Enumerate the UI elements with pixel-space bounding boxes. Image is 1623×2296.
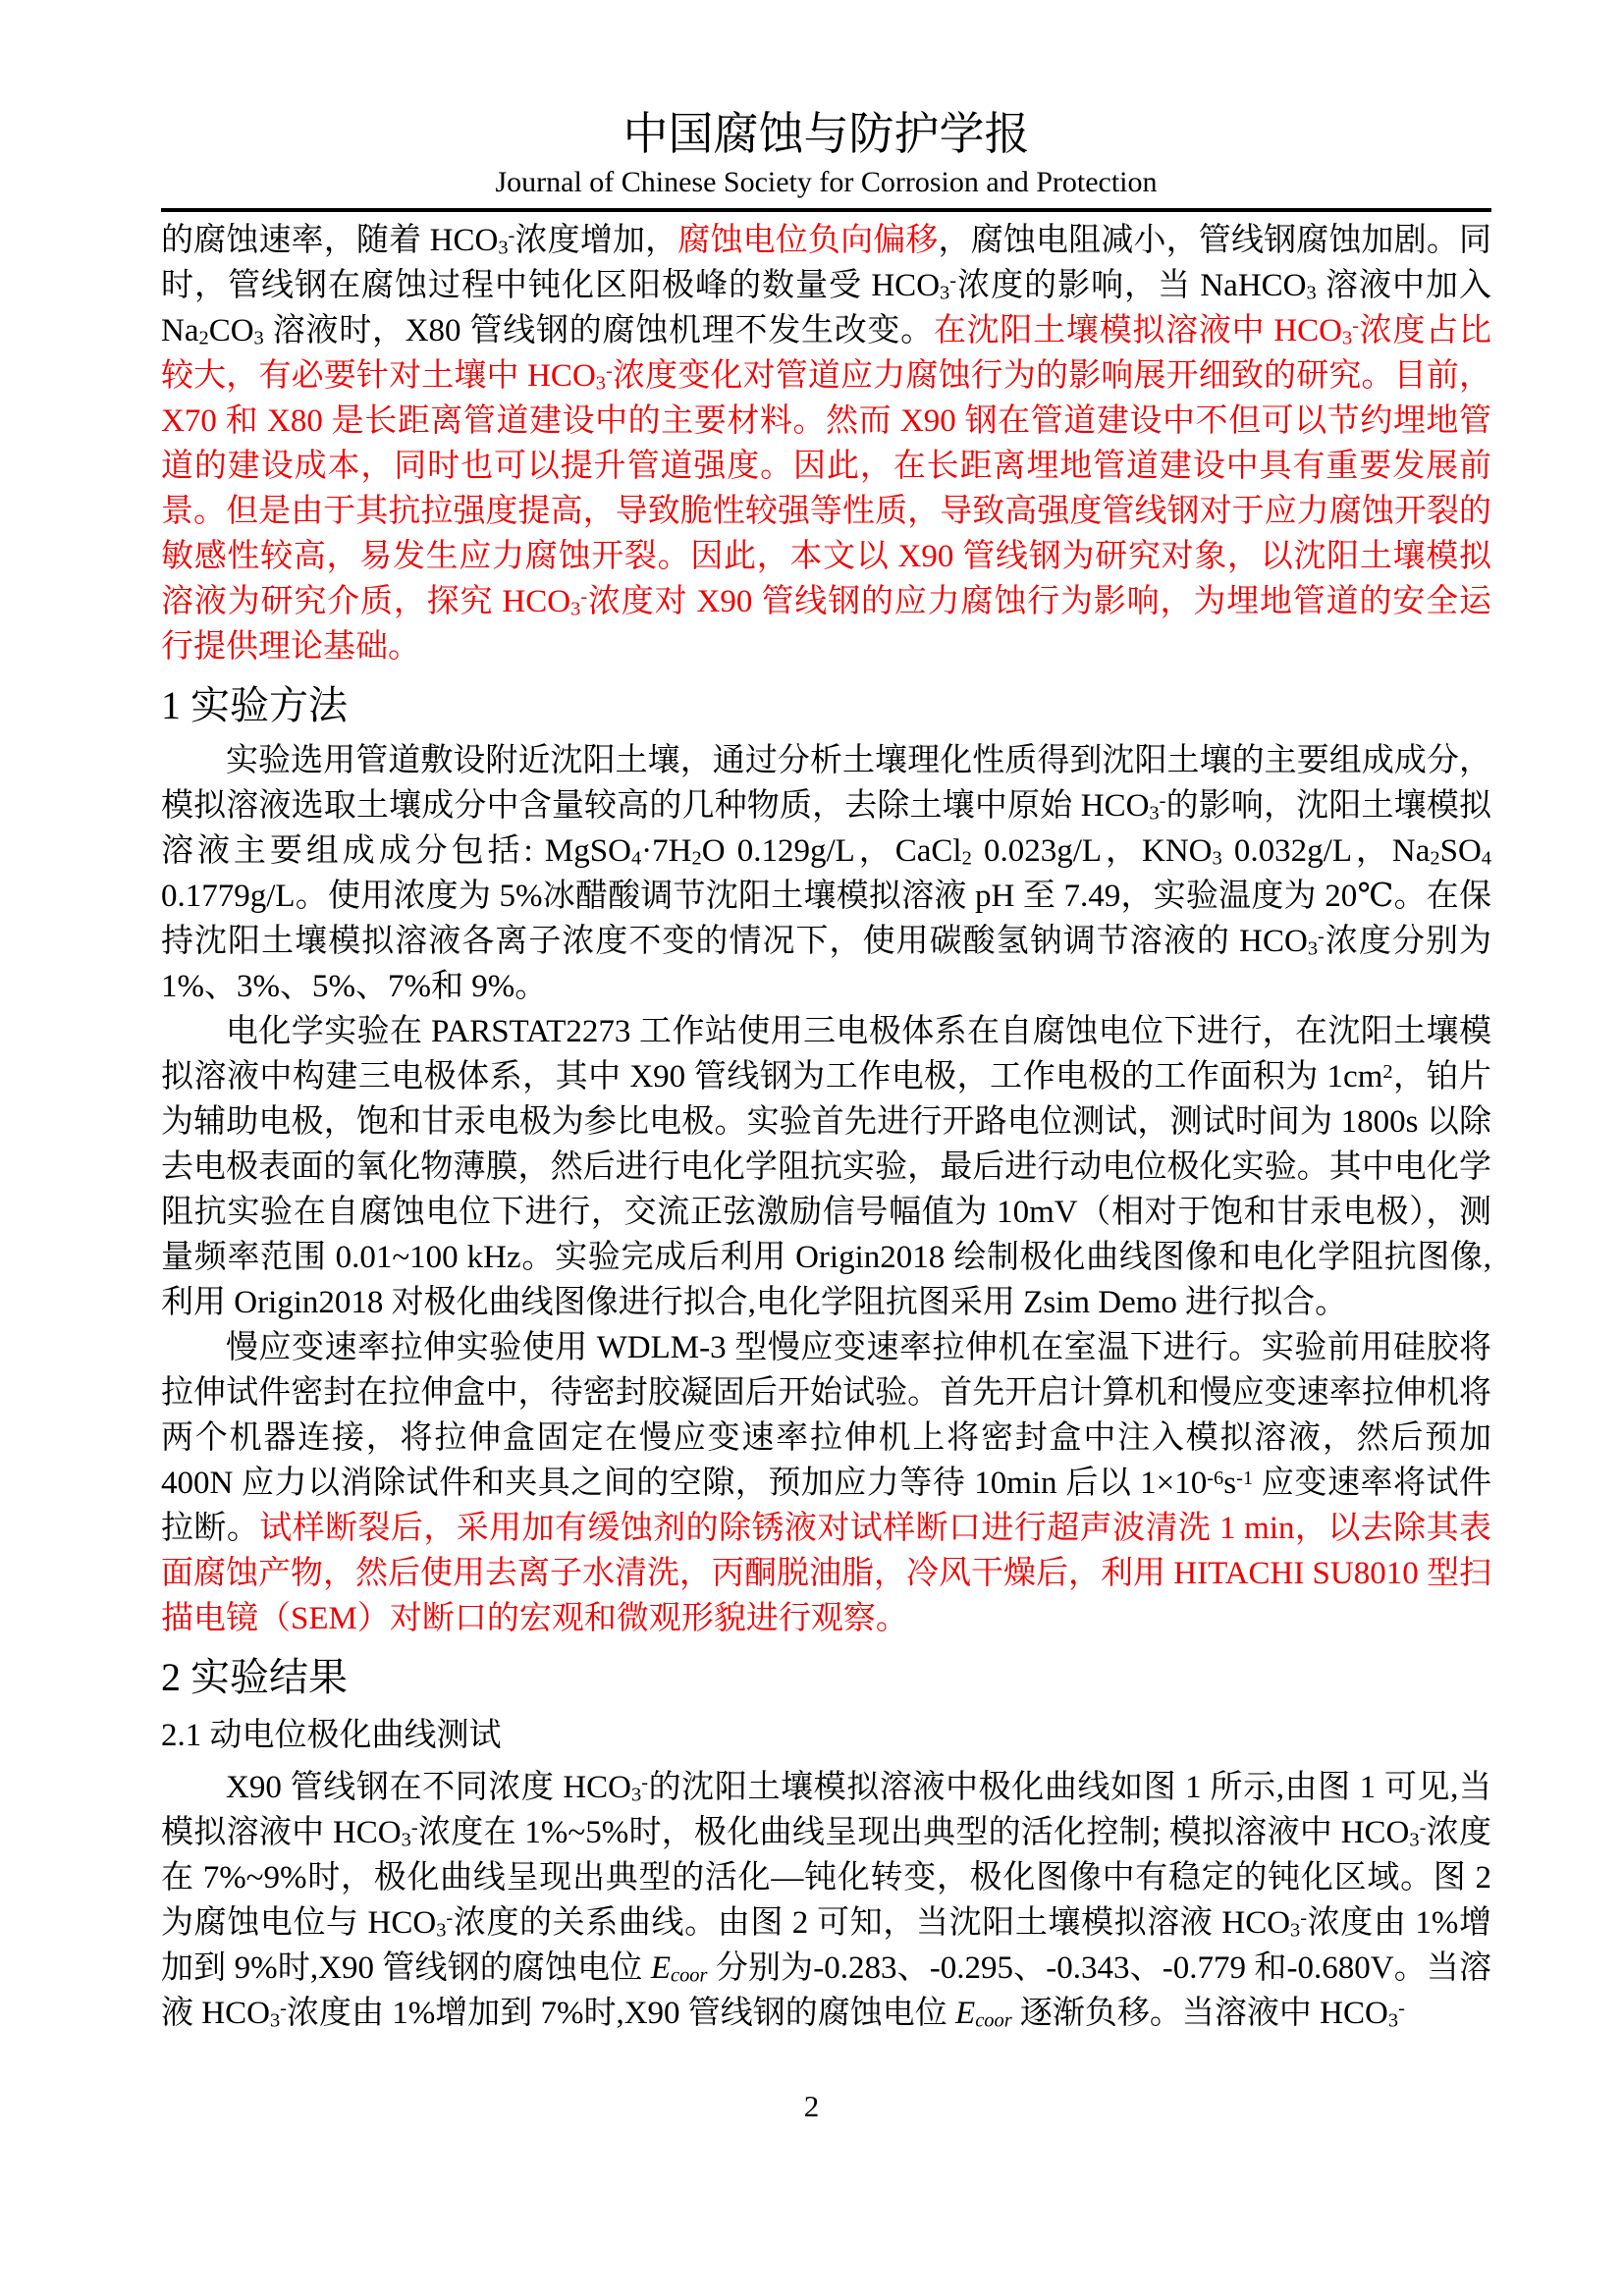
text-run: 慢应变速率拉伸实验使用 WDLM-3 型慢应变速率拉伸机在室温下进行。实验前用硅胶将拉伸试件密封在拉伸盒中，待密封胶凝固后开始试验。首先开启计算机和慢应变速率拉伸机将两个机器连接，将拉伸盒固定在慢应变速率拉伸机上将密封盒中注入模拟溶液，然后预加 400N 应力以消除试件和夹具之间的空隙，预加应力等待 10min 后以 1×10 bbox=[161, 1330, 1491, 1501]
text-run: 4 bbox=[630, 847, 642, 870]
text-run: 浓度在 7%~9%时，极化曲线呈现出典型的活化—钝化转变，极化图像中有稳定的钝化区域。图 2 为腐蚀电位与 HCO bbox=[161, 1815, 1491, 1941]
emphasis-red-run: 3 bbox=[570, 598, 581, 620]
text-run: 浓度在 1%~5%时，极化曲线呈现出典型的活化控制; 模拟溶液中 HCO bbox=[417, 1815, 1410, 1850]
emphasis-red-run: 3 bbox=[1342, 327, 1353, 349]
text-run: 的腐蚀速率，随着 HCO bbox=[161, 223, 499, 258]
text-run: 电化学实验在 PARSTAT2273 工作站使用三电极体系在自腐蚀电位下进行，在沈阳土壤模拟溶液中构建三电极体系，其中 X90 管线钢为工作电极，工作电极的工作面积为 1cm bbox=[161, 1014, 1491, 1095]
text-run: 2 bbox=[1382, 1060, 1393, 1083]
paragraph bbox=[161, 218, 1491, 669]
emphasis-red-run: - bbox=[1352, 314, 1360, 337]
text-run: 逐渐负移。当溶液中 HCO bbox=[1011, 1996, 1388, 2031]
document-body bbox=[161, 218, 1491, 2036]
text-run: SO bbox=[1439, 833, 1482, 869]
text-run: 1 实验方法 bbox=[161, 683, 348, 727]
text-run: - bbox=[1159, 789, 1166, 812]
emphasis-red-run: 在沈阳土壤模拟溶液中 HCO bbox=[933, 313, 1342, 348]
section-heading bbox=[161, 1649, 1491, 1706]
text-run: - bbox=[410, 1816, 418, 1839]
text-run: coor bbox=[975, 2009, 1012, 2032]
text-run: E bbox=[650, 1950, 671, 1986]
text-run: 实验选用管道敷设附近沈阳土壤，通过分析土壤理化性质得到沈阳土壤的主要组成成分，模拟溶液选取土壤成分中含量较高的几种物质，去除土壤中原始 HCO bbox=[161, 743, 1491, 824]
text-run: 3 bbox=[436, 1919, 447, 1942]
header-rule bbox=[161, 208, 1491, 212]
text-run: X90 管线钢在不同浓度 HCO bbox=[226, 1770, 632, 1805]
text-run: 2 bbox=[198, 327, 209, 349]
text-run: ·7H bbox=[641, 833, 692, 869]
text-run: - bbox=[1300, 1906, 1308, 1929]
text-run: -1 bbox=[1236, 1467, 1254, 1489]
text-run: 应变速率将试件拉断。 bbox=[161, 1466, 1492, 1546]
text-run: - bbox=[508, 224, 515, 246]
text-run: - bbox=[1398, 1997, 1405, 2019]
text-run: 浓度由 1%增加到 7%时,X90 管线钢的腐蚀电位 bbox=[286, 1996, 956, 2031]
text-run: 的影响，沈阳土壤模拟溶液主要组成成分包括: MgSO bbox=[161, 788, 1492, 869]
emphasis-red-run: - bbox=[606, 359, 613, 382]
text-run: 浓度的影响，当 NaHCO bbox=[956, 268, 1307, 303]
text-run: 2 bbox=[691, 847, 702, 870]
text-run: - bbox=[1318, 925, 1325, 947]
text-run: 2 bbox=[1430, 847, 1440, 870]
text-run: 3 bbox=[253, 327, 264, 349]
journal-subtitle: Journal of Chinese Society for Corrosion and Protection bbox=[495, 166, 1158, 198]
text-run: 浓度增加， bbox=[514, 223, 678, 258]
text-run: 3 bbox=[1212, 847, 1222, 870]
text-run: 3 bbox=[631, 1784, 642, 1806]
text-run: - bbox=[949, 269, 957, 292]
emphasis-red-run: 腐蚀电位负向偏移 bbox=[677, 223, 939, 258]
emphasis-red-run: - bbox=[580, 585, 588, 608]
text-run: 3 bbox=[1409, 1829, 1420, 1851]
emphasis-red-run: 浓度变化对管道应力腐蚀行为的影响展开细致的研究。目前，X70 和 X80 是长距离管道建设中的主要材料。然而 X90 钢在管道建设中不但可以节约埋地管道的建设成本，同时也可以提升管道强度。因此，在长距离埋地管道建设中具有重要发展前景。但是由于其抗拉强度提高，导致脆性较强等性质，导致高强度管线钢对于应力腐蚀开裂的敏感性较高，易发生应力腐蚀开裂。因此，本文以 X90 管线钢为研究对象，以沈阳土壤模拟溶液为研究介质，探究 HCO bbox=[161, 358, 1491, 619]
text-run: 的沈阳土壤模拟溶液中极化曲线如图 1 所示,由图 1 可见,当模拟溶液中 HCO bbox=[161, 1770, 1492, 1850]
emphasis-red-run: 浓度对 X90 管线钢的应力腐蚀行为影响，为埋地管道的安全运行提供理论基础。 bbox=[161, 584, 1491, 665]
text-run: O 0.129g/L，CaCl bbox=[701, 833, 962, 869]
section-heading bbox=[161, 677, 1491, 734]
text-run: 0.1779g/L。使用浓度为 5%冰醋酸调节沈阳土壤模拟溶液 pH 至 7.49，实验温度为 20℃。在保持沈阳土壤模拟溶液各离子浓度不变的情况下，使用碳酸氢钠调节溶液的 HCO bbox=[161, 879, 1491, 959]
paragraph bbox=[161, 1325, 1491, 1641]
emphasis-red-run: 浓度占比较大，有必要针对土壤中 HCO bbox=[161, 313, 1491, 394]
text-run: E bbox=[955, 1996, 976, 2031]
text-run: 3 bbox=[940, 282, 950, 304]
text-run: 3 bbox=[1306, 282, 1317, 304]
emphasis-red-run: 3 bbox=[595, 372, 606, 395]
text-run: 浓度的关系曲线。由图 2 可知，当沈阳土壤模拟溶液 HCO bbox=[453, 1905, 1291, 1941]
text-run: 3 bbox=[1307, 937, 1319, 960]
text-run: 0.032g/L，Na bbox=[1221, 833, 1431, 869]
text-run: CO bbox=[208, 313, 254, 348]
text-run: -6 bbox=[1207, 1467, 1224, 1489]
text-run: - bbox=[641, 1771, 649, 1793]
emphasis-red-run: 试样断裂后，采用加有缓蚀剂的除锈液对试样断口进行超声波清洗 1 min，以去除其表面腐蚀产物，然后使用去离子水清洗，丙酮脱油脂，冷风干燥后，利用 HITACHI SU8010 型扫描电镜（SEM）对断口的宏观和微观形貌进行观察。 bbox=[161, 1511, 1491, 1636]
text-run: 浓度由 1%增加到 9%时,X90 管线钢的腐蚀电位 bbox=[161, 1905, 1491, 1986]
text-run: ，铂片为辅助电极，饱和甘汞电极为参比电极。实验首先进行开路电位测试，测试时间为 1800s 以除去电极表面的氧化物薄膜，然后进行电化学阻抗实验，最后进行动电位极化实验。其中电化学阻抗实验在自腐蚀电位下进行，交流正弦激励信号幅值为 10mV（相对于饱和甘汞电极），测量频率范围 0.01~100 kHz。实验完成后利用 Origin2018 绘制极化曲线图像和电化学阻抗图像,利用 Origin2018 对极化曲线图像进行拟合,电化学阻抗图采用 Zsim Demo 进行拟合。 bbox=[161, 1059, 1491, 1320]
journal-header bbox=[161, 0, 1491, 212]
text-run: 2 实验结果 bbox=[161, 1655, 348, 1699]
text-run: 3 bbox=[1387, 2009, 1399, 2032]
text-run: 浓度分别为 1%、3%、5%、7%和 9%。 bbox=[161, 924, 1491, 1004]
text-run: - bbox=[280, 1997, 287, 2019]
journal-title: 中国腐蚀与防护学报 bbox=[622, 109, 1030, 159]
text-run: - bbox=[446, 1906, 454, 1929]
paragraph bbox=[161, 1765, 1491, 2036]
text-run: 分别为-0.283、-0.295、-0.343、-0.779 和-0.680V。当溶液 HCO bbox=[161, 1950, 1491, 2031]
subsection-heading bbox=[161, 1710, 1491, 1761]
text-run: 溶液时，X80 管线钢的腐蚀机理不发生改变。 bbox=[263, 313, 934, 348]
text-run: 4 bbox=[1481, 847, 1491, 870]
paragraph bbox=[161, 738, 1491, 1009]
paragraph bbox=[161, 1009, 1491, 1325]
text-run: 溶液中加入 Na bbox=[161, 268, 1492, 348]
text-run: 3 bbox=[498, 237, 509, 259]
text-run: ，腐蚀电阻减小，管线钢腐蚀加剧。同时，管线钢在腐蚀过程中钝化区阳极峰的数量受 HCO bbox=[161, 223, 1492, 303]
text-run: 2.1 动电位极化曲线测试 bbox=[161, 1718, 502, 1753]
text-run: 3 bbox=[269, 2009, 281, 2032]
text-run: s bbox=[1223, 1466, 1237, 1501]
text-run: 0.023g/L，KNO bbox=[971, 833, 1213, 869]
text-run: - bbox=[1419, 1816, 1427, 1839]
text-run: 3 bbox=[401, 1829, 411, 1851]
text-run: 3 bbox=[1290, 1919, 1301, 1942]
text-run: 2 bbox=[961, 847, 972, 870]
text-run: 3 bbox=[1149, 802, 1160, 825]
text-run: coor bbox=[671, 1964, 708, 1987]
page-number: 2 bbox=[803, 2089, 820, 2123]
